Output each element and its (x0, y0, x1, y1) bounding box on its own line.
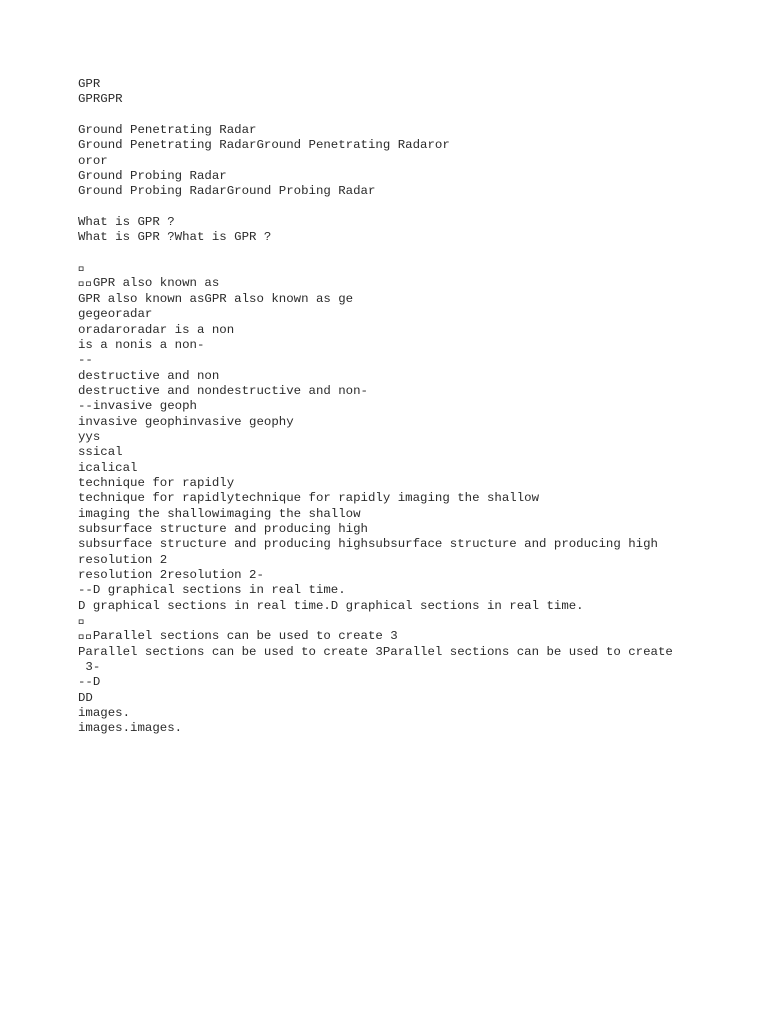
text-line: --invasive geoph (78, 399, 197, 414)
text-line: gegeoradar (78, 307, 153, 322)
text-line: invasive geophinvasive geophy (78, 414, 294, 429)
blank-line (78, 246, 758, 261)
text-line: 3- (78, 660, 101, 675)
text-line: GPRGPR (78, 92, 123, 107)
text-line: Parallel sections can be used to create 3 (78, 629, 398, 644)
text-line: Parallel sections can be used to create 3Parallel sections can be used to create (78, 644, 673, 659)
text-line: Ground Probing RadarGround Probing Radar (78, 184, 376, 199)
text-line: oror (78, 153, 108, 168)
text-line: technique for rapidlytechnique for rapidly imaging the shallow (78, 491, 540, 506)
text-line (78, 614, 86, 629)
text-line: Ground Penetrating RadarGround Penetrating Radaror (78, 138, 450, 153)
text-line (78, 261, 86, 276)
text-line: --D (78, 675, 101, 690)
text-line: is a nonis a non- (78, 337, 205, 352)
text-line: D graphical sections in real time.D graphical sections in real time. (78, 598, 584, 613)
blank-line (78, 108, 758, 123)
text-line: Ground Probing Radar (78, 169, 227, 184)
text-line: imaging the shallowimaging the shallow (78, 506, 361, 521)
text-line: subsurface structure and producing high (78, 521, 368, 536)
text-line: subsurface structure and producing highsubsurface structure and producing high (78, 537, 658, 552)
text-line: icalical (78, 460, 138, 475)
text-line: yys (78, 429, 101, 444)
text-line: images. (78, 706, 131, 721)
text-line: images.images. (78, 721, 183, 736)
text-line: DD (78, 690, 93, 705)
document-text (78, 77, 758, 737)
text-line: What is GPR ? (78, 215, 175, 230)
text-line: GPR also known asGPR also known as ge (78, 291, 354, 306)
text-line: resolution 2 (78, 552, 168, 567)
text-line: destructive and non (78, 368, 220, 383)
text-line: -- (78, 353, 93, 368)
text-line: technique for rapidly (78, 475, 235, 490)
text-line: ssical (78, 445, 123, 460)
text-line: GPR also known as (78, 276, 220, 291)
text-line: What is GPR ?What is GPR ? (78, 230, 272, 245)
text-line: GPR (78, 77, 101, 91)
text-line: Ground Penetrating Radar (78, 123, 257, 138)
text-line: --D graphical sections in real time. (78, 583, 346, 598)
text-line: destructive and nondestructive and non- (78, 383, 368, 398)
blank-line (78, 200, 758, 215)
text-line: oradaroradar is a non (78, 322, 235, 337)
text-line: resolution 2resolution 2- (78, 568, 264, 582)
